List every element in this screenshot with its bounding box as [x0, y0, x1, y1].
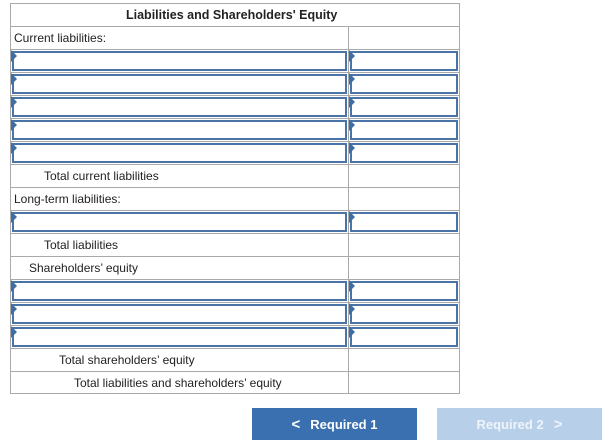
current-liability-1-amount-input[interactable] [350, 51, 458, 71]
current-liability-3-account-select[interactable] [12, 97, 347, 117]
current-liability-input-row [10, 95, 461, 118]
long-term-liability-1-amount-input[interactable] [350, 212, 458, 232]
equity-2-account-select[interactable] [12, 304, 347, 324]
dropdown-indicator-icon [11, 211, 17, 223]
dropdown-indicator-icon [349, 73, 355, 85]
equity-input-row [10, 279, 461, 302]
current-liability-3-amount-input[interactable] [350, 97, 458, 117]
required-2-button[interactable] [437, 408, 602, 440]
current-liabilities-row [10, 26, 461, 49]
total-shareholders-equity-row [10, 348, 461, 371]
long-term-liabilities-row [10, 187, 461, 210]
dropdown-indicator-icon [11, 303, 17, 315]
chevron-left-icon: < [291, 415, 301, 433]
current-liability-input-row [10, 72, 461, 95]
current-liability-input-row [10, 49, 461, 72]
long-term-liability-1-account-select[interactable] [12, 212, 347, 232]
total-current-liabilities-row [10, 164, 461, 187]
current-liability-5-account-select[interactable] [12, 143, 347, 163]
dropdown-indicator-icon [11, 142, 17, 154]
total-shareholders-equity-value [349, 348, 460, 371]
dropdown-indicator-icon [11, 326, 17, 338]
dropdown-indicator-icon [11, 280, 17, 292]
table-title: Liabilities and Shareholders' Equity [126, 8, 338, 22]
total-liabilities-and-equity-label: Total liabilities and shareholders’ equity [74, 376, 282, 390]
required-1-label: Required 1 [310, 416, 378, 432]
dropdown-indicator-icon [349, 280, 355, 292]
current-liability-5-amount-input[interactable] [350, 143, 458, 163]
total-shareholders-equity-label: Total shareholders’ equity [59, 353, 195, 367]
current-liability-input-row [10, 141, 461, 164]
total-liabilities-row [10, 233, 461, 256]
dropdown-indicator-icon [349, 211, 355, 223]
dropdown-indicator-icon [349, 303, 355, 315]
current-liability-4-amount-input[interactable] [350, 120, 458, 140]
current-liabilities-label: Current liabilities: [14, 31, 107, 45]
equity-3-amount-input[interactable] [350, 327, 458, 347]
current-liability-2-account-select[interactable] [12, 74, 347, 94]
table-header-row [10, 3, 461, 26]
dropdown-indicator-icon [349, 326, 355, 338]
dropdown-indicator-icon [349, 96, 355, 108]
dropdown-indicator-icon [11, 96, 17, 108]
dropdown-indicator-icon [11, 50, 17, 62]
required-2-label: Required 2 [476, 416, 544, 432]
required-1-button[interactable] [252, 408, 417, 440]
long-term-liability-input-row [10, 210, 461, 233]
equity-2-amount-input[interactable] [350, 304, 458, 324]
equity-input-row [10, 302, 461, 325]
long-term-liabilities-label: Long-term liabilities: [14, 192, 121, 206]
equity-input-row [10, 325, 461, 348]
dropdown-indicator-icon [349, 142, 355, 154]
dropdown-indicator-icon [11, 73, 17, 85]
total-current-liabilities-label: Total current liabilities [44, 169, 159, 183]
shareholders-equity-row [10, 256, 461, 279]
balance-sheet-table [10, 3, 461, 394]
dropdown-indicator-icon [349, 119, 355, 131]
chevron-right-icon: > [553, 415, 563, 433]
total-liabilities-value [349, 233, 460, 256]
current-liability-input-row [10, 118, 461, 141]
dropdown-indicator-icon [349, 50, 355, 62]
total-liabilities-label: Total liabilities [44, 238, 119, 252]
current-liability-4-account-select[interactable] [12, 120, 347, 140]
equity-1-amount-input[interactable] [350, 281, 458, 301]
total-liabilities-and-equity-value [349, 371, 460, 394]
current-liability-2-amount-input[interactable] [350, 74, 458, 94]
total-liabilities-and-equity-row [10, 371, 461, 394]
shareholders-equity-label: Shareholders’ equity [29, 261, 138, 275]
current-liability-1-account-select[interactable] [12, 51, 347, 71]
dropdown-indicator-icon [11, 119, 17, 131]
total-current-liabilities-value [349, 164, 460, 187]
equity-3-account-select[interactable] [12, 327, 347, 347]
equity-1-account-select[interactable] [12, 281, 347, 301]
